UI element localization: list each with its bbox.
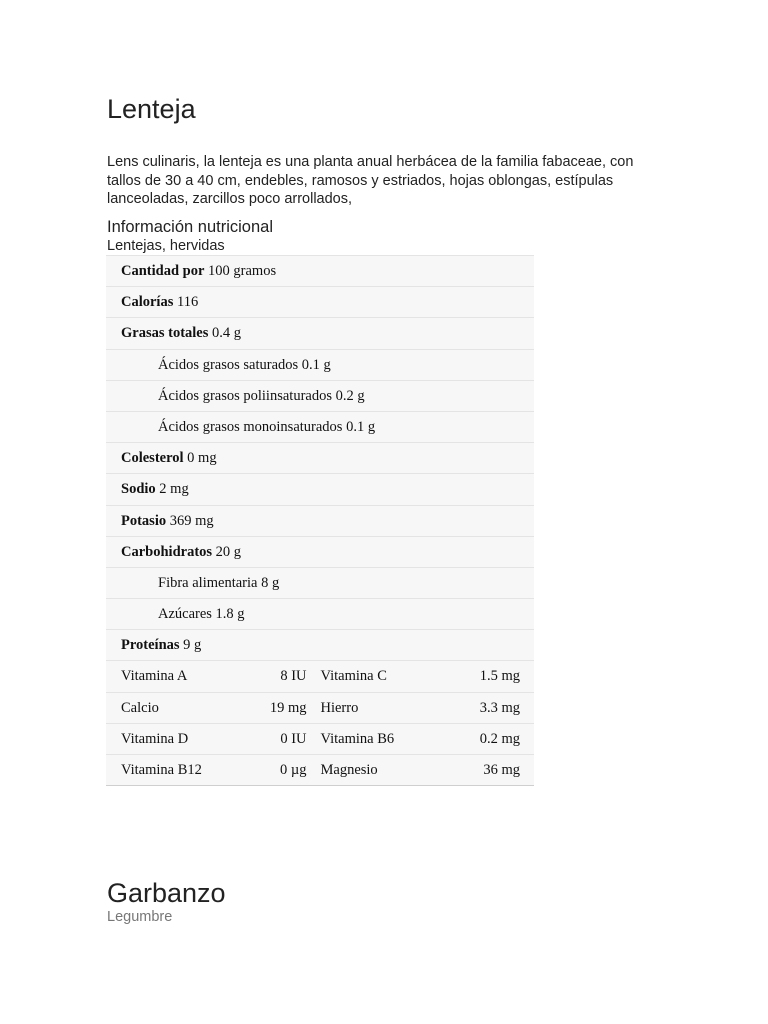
vitamin-value: 3.3 mg xyxy=(479,699,520,716)
nutrition-row-protein xyxy=(106,629,534,660)
nutrition-row-polyunsaturated-fat xyxy=(106,380,534,411)
nutrition-row-total-fat xyxy=(106,317,534,348)
nutrition-value: 9 g xyxy=(183,637,202,654)
nutrition-label: Calorías xyxy=(121,294,174,311)
nutrition-value: 0.4 g xyxy=(212,325,242,342)
nutrition-value: 100 gramos xyxy=(208,263,277,279)
nutrition-value: Ácidos grasos saturados 0.1 g xyxy=(158,356,331,373)
page-title: Lenteja xyxy=(107,94,196,124)
vitamin-value: 19 mg xyxy=(269,699,307,716)
nutrition-label: Sodio xyxy=(121,481,156,498)
vitamin-cell xyxy=(121,755,321,785)
vitamin-cell xyxy=(121,661,321,691)
section-caption: Legumbre xyxy=(107,909,173,925)
vitamin-name: Hierro xyxy=(320,699,359,716)
section-title-garbanzo: Garbanzo xyxy=(107,878,226,908)
vitamin-cell xyxy=(321,661,521,691)
nutrition-value: 0 mg xyxy=(187,450,217,467)
vitamin-value: 0 µg xyxy=(280,762,307,778)
nutrition-row-carbohydrates xyxy=(106,536,534,567)
nutrition-row-cholesterol xyxy=(106,442,534,473)
nutrition-row-fiber xyxy=(106,567,534,598)
nutrition-table xyxy=(106,255,534,786)
vitamin-value: 36 mg xyxy=(483,762,520,778)
nutrition-heading: Información nutricional xyxy=(107,218,273,236)
vitamin-name: Vitamina A xyxy=(121,668,188,685)
nutrition-row-serving xyxy=(106,255,534,286)
nutrition-row-saturated-fat xyxy=(106,349,534,380)
vitamin-name: Vitamina C xyxy=(320,668,387,685)
vitamin-name: Vitamina B12 xyxy=(121,762,202,778)
nutrition-row-sugars xyxy=(106,598,534,629)
nutrition-value: 20 g xyxy=(215,543,242,560)
vitamin-value: 0 IU xyxy=(280,730,307,747)
nutrition-row-calories xyxy=(106,286,534,317)
nutrition-label: Proteínas xyxy=(121,637,180,654)
vitamin-cell xyxy=(121,724,321,754)
vitamin-row xyxy=(106,692,534,723)
vitamin-value: 1.5 mg xyxy=(479,668,520,685)
nutrition-label: Carbohidratos xyxy=(121,543,213,560)
nutrition-row-potassium xyxy=(106,505,534,536)
nutrition-row-monounsaturated-fat xyxy=(106,411,534,442)
vitamin-name: Vitamina D xyxy=(121,730,189,747)
nutrition-label: Colesterol xyxy=(121,450,184,467)
nutrition-value: 2 mg xyxy=(159,481,189,498)
description-text: Lens culinaris, la lenteja es una planta anual herbácea de la familia fabaceae, con tallos de 30 a 40 cm, endebles, ramosos y estriados, hojas oblongas, estípulas lanceoladas, zarcillos poco arrollados, xyxy=(107,154,634,207)
nutrition-label: Potasio xyxy=(121,512,167,529)
nutrition-value: Azúcares 1.8 g xyxy=(158,606,245,623)
nutrition-value: 369 mg xyxy=(169,512,214,529)
vitamin-value: 8 IU xyxy=(280,668,307,685)
vitamin-value: 0.2 mg xyxy=(479,730,520,747)
nutrition-subheading: Lentejas, hervidas xyxy=(107,238,225,254)
vitamin-name: Calcio xyxy=(121,699,159,716)
vitamin-cell xyxy=(321,693,521,723)
nutrition-label: Grasas totales xyxy=(121,325,209,342)
vitamin-name: Magnesio xyxy=(320,762,378,778)
vitamin-cell xyxy=(321,724,521,754)
nutrition-value: Ácidos grasos monoinsaturados 0.1 g xyxy=(158,418,376,435)
nutrition-row-sodium xyxy=(106,473,534,504)
nutrition-value: Fibra alimentaria 8 g xyxy=(158,574,280,591)
vitamin-row xyxy=(106,754,534,785)
nutrition-value: Ácidos grasos poliinsaturados 0.2 g xyxy=(158,387,365,404)
vitamin-row xyxy=(106,660,534,691)
vitamin-cell xyxy=(321,755,521,785)
vitamin-name: Vitamina B6 xyxy=(320,730,395,747)
vitamin-row xyxy=(106,723,534,754)
nutrition-value: 116 xyxy=(176,294,199,311)
nutrition-label: Cantidad por xyxy=(121,263,205,279)
vitamin-cell xyxy=(121,693,321,723)
